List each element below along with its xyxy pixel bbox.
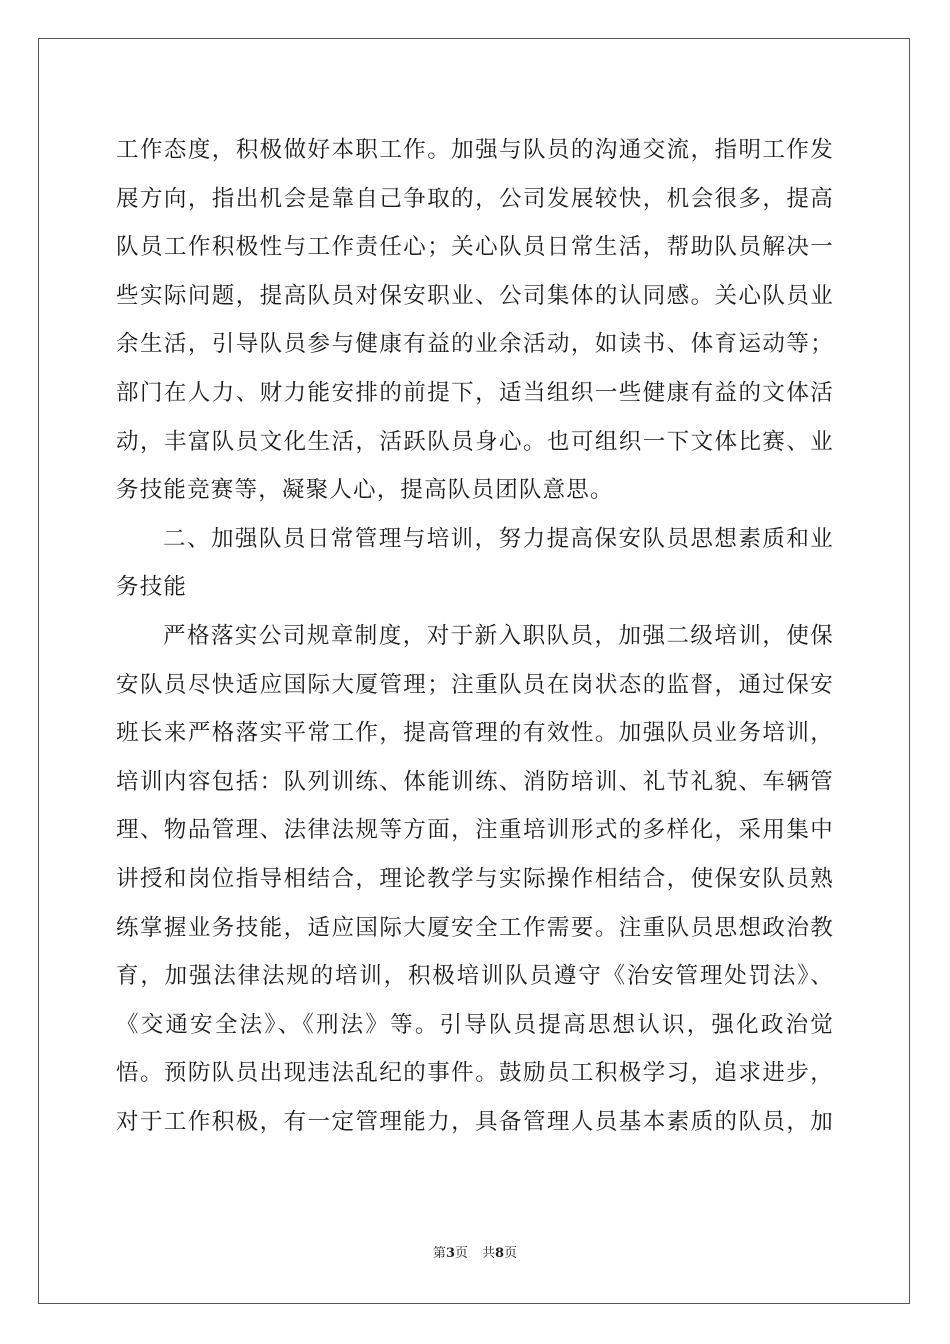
- section-heading-line: 务技能: [116, 574, 188, 601]
- total-pages: 8: [495, 1246, 505, 1261]
- total-prefix: 共: [482, 1246, 496, 1261]
- text-line: 练掌握业务技能，适应国际大厦安全工作需要。注重队员思想政治教: [116, 914, 834, 941]
- text-line: 班长来严格落实平常工作，提高管理的有效性。加强队员业务培训，: [116, 720, 834, 747]
- document-body: [116, 126, 834, 1146]
- section-heading-line: 二、加强队员日常管理与培训，努力提高保安队员思想素质和业: [163, 525, 834, 552]
- page-suffix: 页: [454, 1246, 468, 1261]
- text-line: 对于工作积极，有一定管理能力，具备管理人员基本素质的队员，加: [116, 1108, 834, 1135]
- page-number: 3: [445, 1246, 455, 1261]
- text-line: 培训内容包括：队列训练、体能训练、消防培训、礼节礼貌、车辆管: [116, 768, 834, 795]
- text-line: 余生活，引导队员参与健康有益的业余活动，如读书、体育运动等；: [116, 331, 834, 358]
- total-suffix: 页: [504, 1246, 518, 1261]
- text-line: 工作态度，积极做好本职工作。加强与队员的沟通交流，指明工作发: [116, 137, 834, 163]
- text-line: 展方向，指出机会是靠自己争取的，公司发展较快，机会很多，提高: [116, 185, 834, 212]
- page-prefix: 第: [432, 1246, 446, 1261]
- text-line: 悟。预防队员出现违法乱纪的事件。鼓励员工积极学习，追求进步，: [116, 1060, 834, 1087]
- text-line: 些实际问题，提高队员对保安职业、公司集体的认同感。关心队员业: [116, 282, 834, 309]
- text-line: 理、物品管理、法律法规等方面，注重培训形式的多样化，采用集中: [116, 817, 834, 844]
- text-line: 严格落实公司规章制度，对于新入职队员，加强二级培训，使保: [163, 622, 834, 649]
- page-footer: [0, 1242, 950, 1261]
- text-line: 队员工作积极性与工作责任心；关心队员日常生活，帮助队员解决一: [116, 234, 834, 261]
- text-line: 育，加强法律法规的培训，积极培训队员遵守《治安管理处罚法》、: [116, 963, 834, 990]
- text-line: 安队员尽快适应国际大厦管理；注重队员在岗状态的监督，通过保安: [116, 671, 834, 698]
- text-line: 讲授和岗位指导相结合，理论教学与实际操作相结合，使保安队员熟: [116, 865, 834, 892]
- text-line: 动，丰富队员文化生活，活跃队员身心。也可组织一下文体比赛、业: [116, 428, 834, 455]
- text-line: 务技能竞赛等，凝聚人心，提高队员团队意思。: [116, 477, 614, 504]
- text-line: 部门在人力、财力能安排的前提下，适当组织一些健康有益的文体活: [116, 379, 834, 406]
- text-line: 《交通安全法》、《刑法》等。引导队员提高思想认识，强化政治觉: [116, 1011, 834, 1038]
